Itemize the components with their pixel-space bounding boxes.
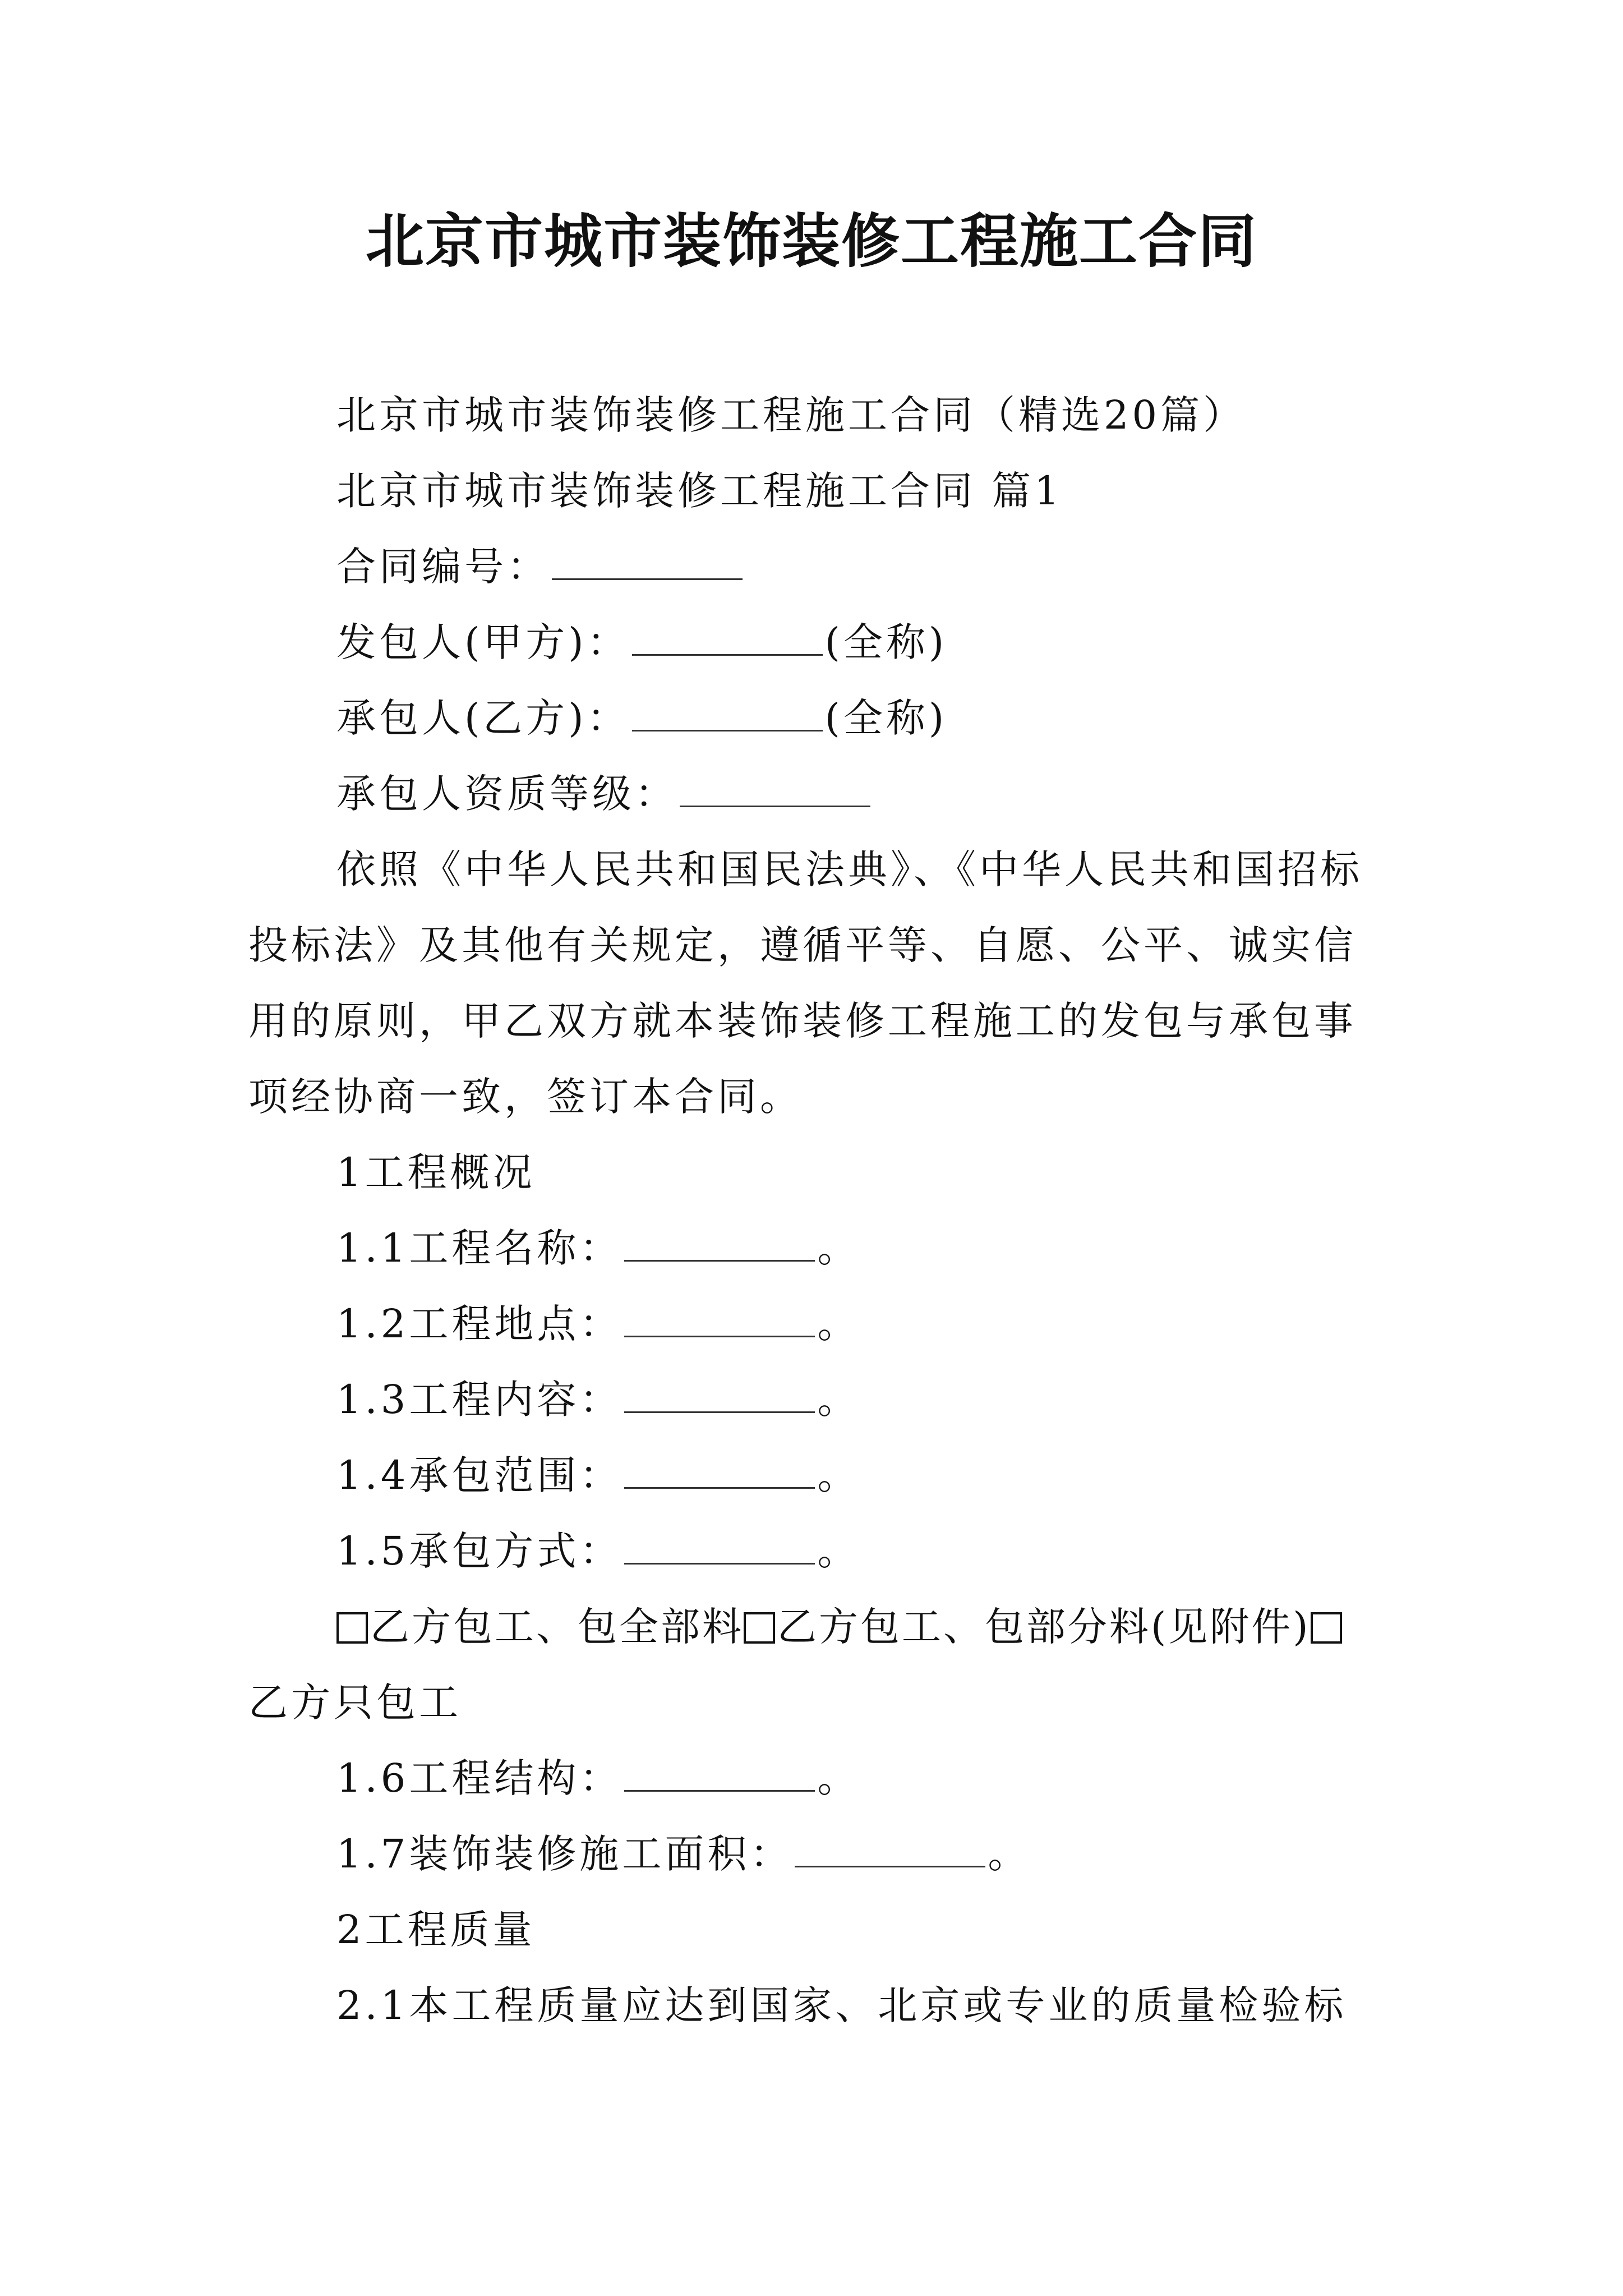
- preamble-line-2: 投标法》及其他有关规定，遵循平等、自愿、公平、诚实信: [248, 922, 1357, 968]
- option-2-checkbox[interactable]: [744, 1612, 775, 1644]
- item-1-1-blank: [624, 1221, 815, 1262]
- item-1-2: [336, 1296, 860, 1352]
- contractor-line: [336, 690, 947, 746]
- item-1-7-blank: [795, 1826, 985, 1867]
- option-3-label: 乙方只包工: [248, 1680, 462, 1726]
- preamble-line-1: 依照《中华人民共和国民法典》、《中华人民共和国招标: [336, 846, 1363, 892]
- item-1-4-blank: [624, 1448, 815, 1489]
- item-1-1-period: 。: [817, 1225, 860, 1271]
- contractor-name-blank: [632, 691, 823, 731]
- item-1-4-period: 。: [817, 1452, 860, 1498]
- item-1-4: [336, 1447, 860, 1503]
- item-1-3-label: 1.3工程内容：: [336, 1377, 623, 1423]
- contract-number-blank: [552, 539, 743, 580]
- item-1-5-label: 1.5承包方式：: [336, 1528, 623, 1574]
- item-1-6-period: 。: [817, 1755, 860, 1801]
- contract-number-label: 合同编号：: [336, 544, 550, 590]
- section1-heading: 1工程概况: [336, 1149, 536, 1195]
- contractor-label: 承包人(乙方)：: [336, 695, 630, 741]
- section-title: 北京市城市装饰装修工程施工合同 篇1: [336, 468, 1063, 514]
- item-1-1: [336, 1220, 860, 1276]
- item-1-4-label: 1.4承包范围：: [336, 1452, 623, 1498]
- option-3-checkbox[interactable]: [1311, 1612, 1342, 1644]
- preamble-line-3: 用的原则，甲乙双方就本装饰装修工程施工的发包与承包事: [248, 998, 1357, 1044]
- option-2-label: 乙方包工、包部分料(见附件): [777, 1604, 1311, 1650]
- contract-number-line: [336, 539, 745, 595]
- item-1-2-label: 1.2工程地点：: [336, 1301, 623, 1347]
- item-1-3-blank: [624, 1372, 815, 1413]
- preamble-line-4: 项经协商一致，签订本合同。: [248, 1074, 803, 1120]
- document-title: 北京市城市装饰装修工程施工合同: [365, 206, 1257, 275]
- item-1-1-label: 1.1工程名称：: [336, 1225, 623, 1271]
- document-subtitle: 北京市城市装饰装修工程施工合同（精选20篇）: [336, 392, 1246, 438]
- item-1-7-period: 。: [988, 1831, 1031, 1877]
- option-1-label: 乙方包工、包全部料: [370, 1604, 744, 1650]
- item-1-7-label: 1.7装饰装修施工面积：: [336, 1831, 793, 1877]
- section2-heading: 2工程质量: [336, 1907, 536, 1953]
- item-1-2-blank: [624, 1296, 815, 1337]
- item-1-6-label: 1.6工程结构：: [336, 1755, 623, 1801]
- item-1-6: [336, 1750, 860, 1806]
- employer-name-blank: [632, 615, 823, 656]
- qualification-line: [336, 766, 873, 822]
- employer-suffix: (全称): [824, 619, 948, 665]
- item-1-7: [336, 1826, 1030, 1882]
- item-1-5: [336, 1523, 860, 1579]
- contractor-suffix: (全称): [824, 695, 948, 741]
- qualification-blank: [680, 766, 870, 807]
- employer-label: 发包人(甲方)：: [336, 619, 630, 665]
- qualification-label: 承包人资质等级：: [336, 771, 677, 817]
- item-1-5-blank: [624, 1524, 815, 1565]
- item-1-5-period: 。: [817, 1528, 860, 1574]
- item-1-6-blank: [624, 1751, 815, 1792]
- contract-mode-options: [336, 1599, 1344, 1655]
- item-1-3-period: 。: [817, 1377, 860, 1423]
- option-1-checkbox[interactable]: [336, 1612, 368, 1644]
- item-1-2-period: 。: [817, 1301, 860, 1347]
- employer-line: [336, 614, 947, 670]
- item-1-3: [336, 1372, 860, 1428]
- item-2-1: 2.1本工程质量应达到国家、北京或专业的质量检验标: [336, 1982, 1347, 2028]
